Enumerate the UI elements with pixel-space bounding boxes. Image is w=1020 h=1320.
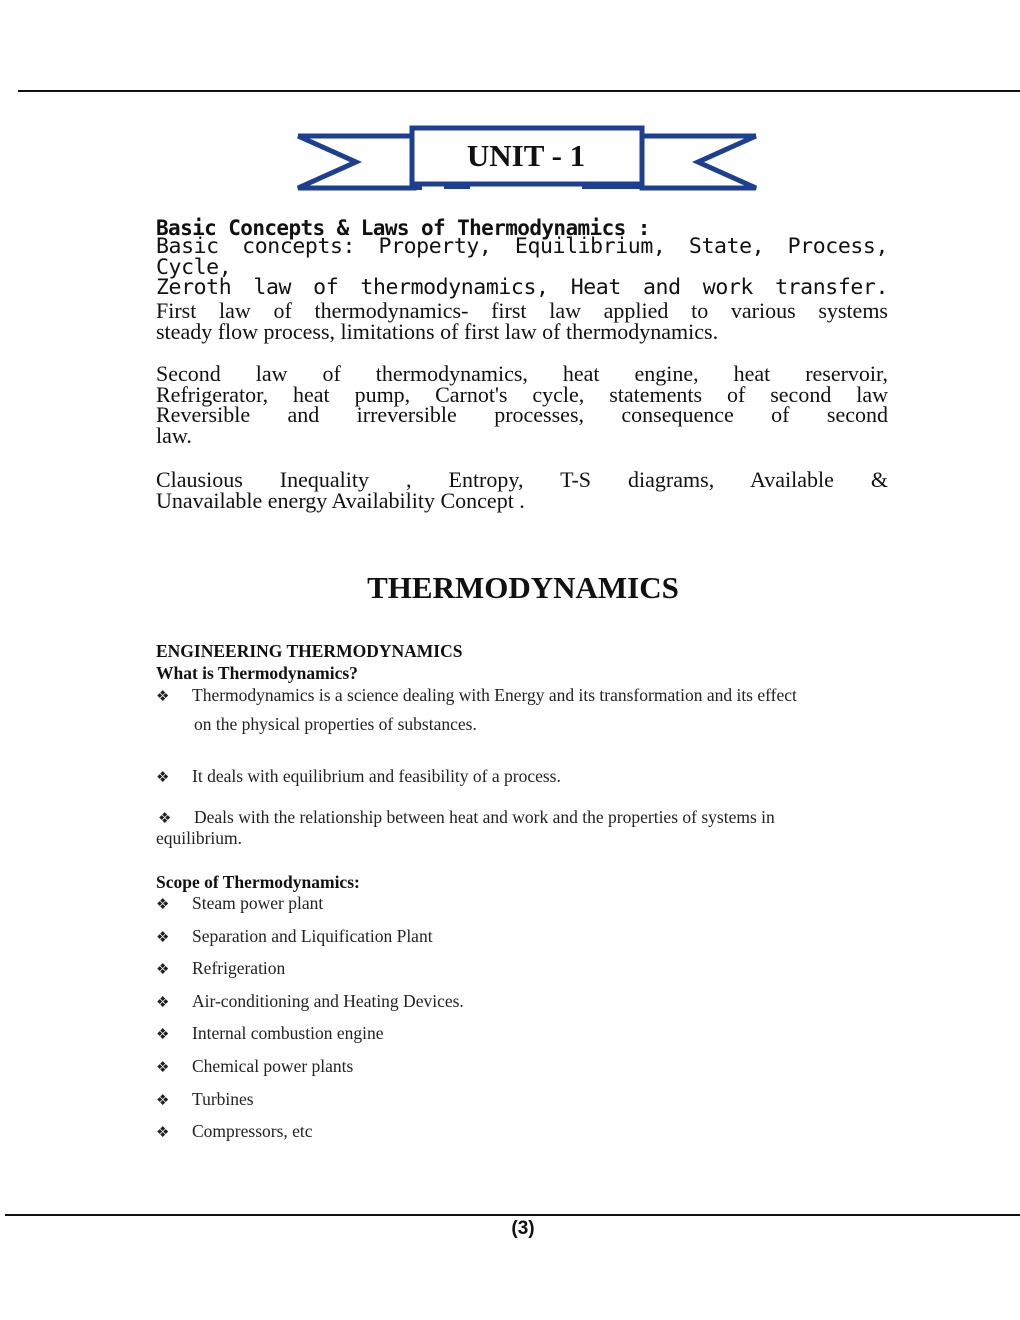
syllabus-heading: Basic Concepts & Laws of Thermodynamics : <box>156 216 650 240</box>
syllabus-line: Reversible and irreversible processes, consequence of second <box>156 402 888 428</box>
bullet-item: ❖ It deals with equilibrium and feasibility of a process. <box>156 766 561 786</box>
scope-item: ❖ Turbines <box>156 1089 254 1109</box>
scope-item: ❖ Air-conditioning and Heating Devices. <box>156 991 464 1011</box>
section-subheading: What is Thermodynamics? <box>156 663 358 683</box>
bullet-icon: ❖ <box>156 687 170 705</box>
syllabus-line: law. <box>156 422 192 448</box>
bullet-icon: ❖ <box>156 960 170 978</box>
bullet-icon: ❖ <box>158 809 172 827</box>
bullet-icon: ❖ <box>156 1091 170 1109</box>
syllabus-paragraph-4 <box>156 467 888 513</box>
bullet-icon: ❖ <box>156 895 170 913</box>
bullet-icon: ❖ <box>156 768 170 786</box>
page-number: (3) <box>511 1218 535 1239</box>
syllabus-line: steady flow process, limitations of first law of thermodynamics. <box>156 318 719 344</box>
bullet-continuation: on the physical properties of substances. <box>194 714 477 734</box>
unit-title: UNIT - 1 <box>466 138 586 173</box>
bullet-continuation: equilibrium. <box>156 828 243 848</box>
bullet-icon: ❖ <box>156 928 170 946</box>
main-title: THERMODYNAMICS <box>367 570 679 605</box>
bullet-item: ❖ Thermodynamics is a science dealing with Energy and its transformation and its effect <box>156 685 797 705</box>
syllabus-line: Unavailable energy Availability Concept . <box>156 487 525 513</box>
syllabus-paragraph-1 <box>156 234 888 301</box>
syllabus-paragraph-3 <box>156 361 888 448</box>
bullet-icon: ❖ <box>156 993 170 1011</box>
scope-heading: Scope of Thermodynamics: <box>156 872 360 892</box>
scope-item: ❖ Chemical power plants <box>156 1056 354 1076</box>
syllabus-line: First law of thermodynamics- first law applied to various systems <box>156 298 888 323</box>
bullet-item: ❖ Deals with the relationship between heat and work and the properties of systems in <box>158 807 775 827</box>
syllabus-line: Refrigerator, heat pump, Carnot's cycle, statements of second law <box>156 381 888 407</box>
scope-item: ❖ Separation and Liquification Plant <box>156 926 433 946</box>
scope-item: ❖ Internal combustion engine <box>156 1023 384 1043</box>
syllabus-line: Basic concepts: Property, Equilibrium, State, Process, Cycle, <box>156 234 888 280</box>
scope-item: ❖ Refrigeration <box>156 958 286 978</box>
scope-item: ❖ Compressors, etc <box>156 1121 313 1141</box>
bottom-rule <box>5 1214 1020 1216</box>
bullet-icon: ❖ <box>156 1058 170 1076</box>
syllabus-line: Clausious Inequality , Entropy, T-S diagrams, Available & <box>156 467 888 492</box>
syllabus-paragraph-2 <box>156 298 888 344</box>
section-heading: ENGINEERING THERMODYNAMICS <box>156 641 463 661</box>
top-rule <box>18 90 1020 92</box>
bullet-icon: ❖ <box>156 1025 170 1043</box>
scope-item: ❖ Steam power plant <box>156 893 324 913</box>
syllabus-line: Zeroth law of thermodynamics, Heat and work transfer. <box>156 275 888 301</box>
syllabus-line: Second law of thermodynamics, heat engine, heat reservoir, <box>156 361 888 386</box>
bullet-icon: ❖ <box>156 1123 170 1141</box>
